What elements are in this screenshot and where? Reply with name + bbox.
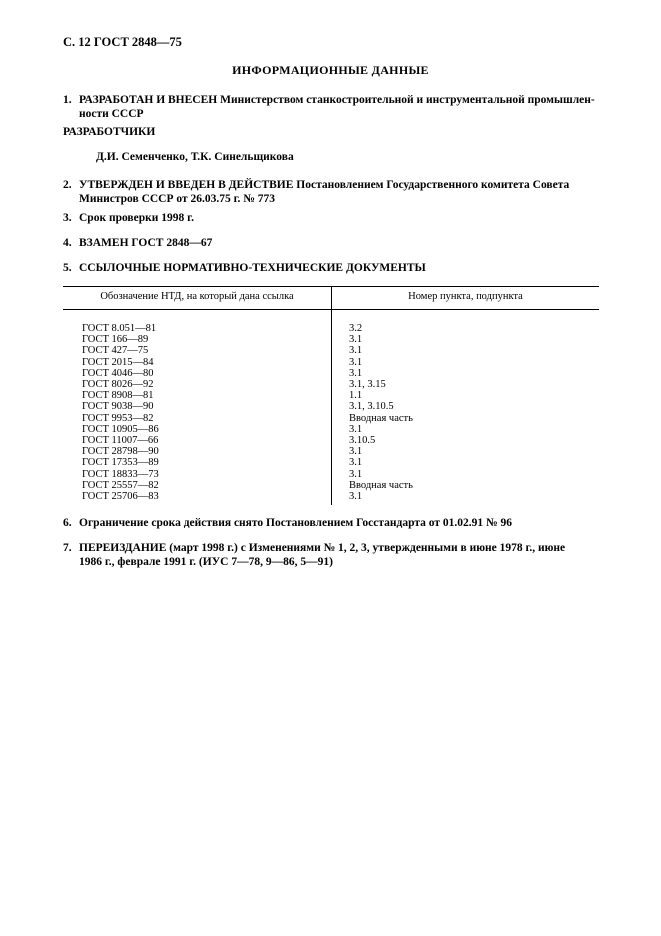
table-row [63, 469, 599, 480]
table-row [63, 379, 599, 390]
table-row [63, 401, 599, 412]
item-text-line1: РАЗРАБОТАН И ВНЕСЕН Министерством станкостроительной и инструментальной промышлен- [79, 94, 595, 106]
cell-clause: 3.1, 3.10.5 [349, 401, 394, 413]
item-number: 4. [63, 237, 72, 249]
cell-clause: 3.2 [349, 323, 363, 334]
page-title: ИНФОРМАЦИОННЫЕ ДАННЫЕ [232, 63, 429, 77]
column-header-clause: Номер пункта, подпункта [332, 287, 600, 310]
table-row [63, 457, 599, 468]
cell-clause: 1.1 [349, 390, 363, 402]
item-text-line2: 1986 г., феврале 1991 г. (ИУС 7—78, 9—86, 5—91) [79, 556, 333, 568]
cell-designation: ГОСТ 8.051—81 [63, 310, 332, 335]
table-row [63, 446, 599, 457]
item-number: 1. [63, 94, 72, 106]
item-7 [63, 541, 603, 569]
table-row [63, 334, 599, 345]
references-table [63, 286, 599, 505]
table-row [63, 491, 599, 505]
cell-clause: Вводная часть [349, 479, 413, 491]
item-6 [63, 516, 603, 530]
cell-clause: 3.1 [349, 457, 363, 469]
table-row [63, 413, 599, 424]
item-number: 5. [63, 262, 72, 274]
table-row [63, 390, 599, 401]
cell-designation: ГОСТ 166—89 [63, 334, 332, 345]
item-text-line1: УТВЕРЖДЕН И ВВЕДЕН В ДЕЙСТВИЕ Постановлением Государственного комитета Совета [79, 179, 570, 191]
cell-designation: ГОСТ 25706—83 [63, 491, 332, 505]
item-number: 6. [63, 517, 72, 529]
cell-designation: ГОСТ 2015—84 [63, 357, 332, 368]
table-row [63, 480, 599, 491]
cell-designation: ГОСТ 17353—89 [63, 457, 332, 468]
cell-designation: ГОСТ 28798—90 [63, 446, 332, 457]
cell-designation: ГОСТ 10905—86 [63, 424, 332, 435]
item-4 [63, 236, 603, 250]
table-header-row [63, 287, 599, 310]
page-header: С. 12 ГОСТ 2848—75 [63, 35, 182, 49]
cell-designation: ГОСТ 11007—66 [63, 435, 332, 446]
item-number: 7. [63, 542, 72, 554]
developers-names: Д.И. Семенченко, Т.К. Синельщикова [96, 151, 294, 163]
cell-designation: ГОСТ 8908—81 [63, 390, 332, 401]
item-5 [63, 261, 603, 275]
table-row [63, 357, 599, 368]
cell-clause: 3.1 [349, 468, 363, 480]
table-row [63, 424, 599, 435]
cell-clause: 3.1 [349, 345, 363, 357]
table-row [63, 435, 599, 446]
item-text-line1: ПЕРЕИЗДАНИЕ (март 1998 г.) с Изменениями № 1, 2, 3, утвержденными в июне 1978 г., июне [79, 542, 566, 554]
column-header-designation: Обозначение НТД, на который дана ссылка [63, 287, 332, 310]
cell-clause: 3.1 [349, 367, 363, 379]
cell-clause: 3.10.5 [349, 435, 376, 447]
cell-designation: ГОСТ 18833—73 [63, 469, 332, 480]
item-3 [63, 211, 603, 225]
item-text: Ограничение срока действия снято Постановлением Госстандарта от 01.02.91 № 96 [79, 517, 512, 529]
cell-designation: ГОСТ 8026—92 [63, 379, 332, 390]
cell-clause: 3.1 [349, 334, 363, 346]
cell-clause: 3.1 [349, 423, 363, 435]
item-text: ВЗАМЕН ГОСТ 2848—67 [79, 237, 213, 249]
item-1 [63, 93, 603, 121]
cell-designation: ГОСТ 4046—80 [63, 368, 332, 379]
item-text: ССЫЛОЧНЫЕ НОРМАТИВНО-ТЕХНИЧЕСКИЕ ДОКУМЕНТЫ [79, 262, 426, 274]
item-text-line2: Министров СССР от 26.03.75 г. № 773 [79, 193, 275, 205]
cell-clause: Вводная часть [349, 412, 413, 424]
table-row [63, 345, 599, 356]
item-number: 3. [63, 212, 72, 224]
cell-designation: ГОСТ 25557—82 [63, 480, 332, 491]
cell-designation: ГОСТ 9953—82 [63, 413, 332, 424]
cell-clause: 3.1 [349, 491, 363, 503]
item-2 [63, 178, 603, 206]
developers-heading: РАЗРАБОТЧИКИ [63, 126, 156, 138]
cell-clause: 3.1 [349, 356, 363, 368]
table-row [63, 368, 599, 379]
cell-clause: 3.1, 3.15 [349, 379, 386, 391]
item-text: Срок проверки 1998 г. [79, 212, 194, 224]
item-text-line2: ности СССР [79, 108, 144, 120]
cell-designation: ГОСТ 427—75 [63, 345, 332, 356]
cell-clause: 3.1 [349, 446, 363, 458]
table-row [63, 310, 599, 335]
item-number: 2. [63, 179, 72, 191]
cell-designation: ГОСТ 9038—90 [63, 401, 332, 412]
